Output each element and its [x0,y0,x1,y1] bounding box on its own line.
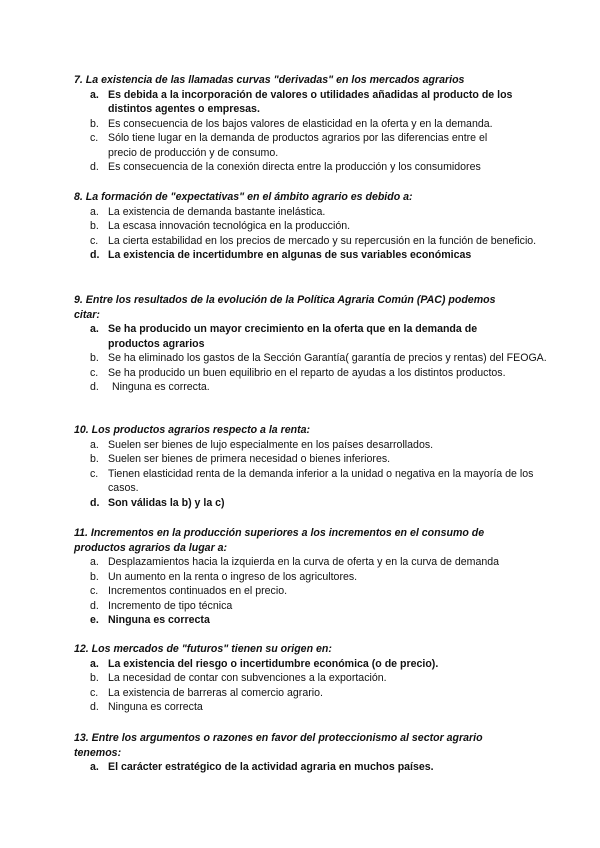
option-letter: c. [90,467,99,480]
answer-option [74,555,524,570]
option-text: Es consecuencia de la conexión directa entre la producción y los consumidores [108,161,481,174]
answer-option [74,613,524,628]
option-text: La cierta estabilidad en los precios de mercado y su repercusión en la función de beneficio. [108,234,537,247]
option-text: La necesidad de contar con subvenciones a la exportación. [108,672,387,685]
option-letter: d. [90,249,100,262]
option-letter: a. [90,438,99,451]
option-text: Sólo tiene lugar en la demanda de productos agrarios por las diferencias entre el precio de producción y de consumo. [108,132,488,159]
option-text: Desplazamientos hacia la izquierda en la curva de oferta y en la curva de demanda [108,556,500,568]
option-letter: c. [90,366,99,379]
option-letter: c. [90,686,99,699]
option-text: Un aumento en la renta o ingreso de los agricultores. [108,570,358,583]
option-letter: c. [90,585,99,598]
option-text: El carácter estratégico de la actividad agraria en muchos países. [108,761,434,773]
option-letter: b. [90,570,99,583]
question-title: 7. La existencia de las llamadas curvas "derivadas" en los mercados agrarios [74,74,465,86]
option-letter: a. [90,88,99,101]
option-letter: c. [90,234,99,247]
question-7 [74,73,524,175]
answer-option [74,366,524,381]
answer-option [74,205,524,220]
option-letter: b. [90,453,99,466]
answer-option [74,117,524,132]
option-letter: b. [90,220,99,233]
option-text: Ninguna es correcta [108,614,210,627]
answer-option [74,219,524,234]
option-letter: d. [90,496,100,509]
option-text: Es consecuencia de los bajos valores de elasticidad en la oferta y en la demanda. [108,117,493,130]
answer-option [74,322,528,351]
question-8 [74,190,537,263]
answer-option [74,88,526,117]
option-text: Tienen elasticidad renta de la demanda inferior a la unidad o negativa en la mayoría de los casos. [108,467,534,495]
option-text: Ninguna es correcta. [112,381,210,394]
answer-option [74,570,524,585]
option-text: La existencia de demanda bastante inelástica. [108,205,326,218]
answer-option [74,760,524,775]
option-text: Se ha eliminado los gastos de la Sección Garantía( garantía de precios y rentas) del FEOGA. [108,352,547,365]
answer-option [74,496,524,511]
answer-option [74,700,524,715]
option-letter: a. [90,205,99,218]
option-text: Son válidas la b) y la c) [108,496,225,509]
question-12 [74,642,524,715]
answer-option [74,234,548,249]
question-13 [74,731,524,775]
option-letter: a. [90,761,99,773]
option-text: Se ha producido un mayor crecimiento en la oferta que en la demanda de productos agrarios [108,323,478,350]
option-letter: e. [90,614,99,627]
option-letter: a. [90,556,99,568]
question-9 [74,293,547,395]
answer-option [74,131,518,160]
question-title: 13. Entre los argumentos o razones en favor del proteccionismo al sector agrario tenemos: [74,732,483,759]
answer-option [74,160,524,175]
question-title: 10. Los productos agrarios respecto a la renta: [74,424,311,436]
answer-option [74,438,524,453]
answer-option [74,380,524,395]
option-letter: b. [90,352,99,365]
option-letter: a. [90,657,99,670]
option-text: Suelen ser bienes de primera necesidad o bienes inferiores. [108,453,391,466]
question-title: 8. La formación de "expectativas" en el ámbito agrario es debido a: [74,191,413,203]
option-text: La existencia de barreras al comercio agrario. [108,686,323,699]
question-title: 9. Entre los resultados de la evolución de la Política Agraria Común (PAC) podemos citar: [74,294,496,321]
option-text: Es debida a la incorporación de valores o utilidades añadidas al producto de los distintos agentes o empresas. [108,88,513,116]
question-title: 11. Incrementos en la producción superiores a los incrementos en el consumo de productos agrarios da lugar a: [74,527,485,554]
answer-option [74,686,524,701]
option-text: La escasa innovación tecnológica en la producción. [108,220,351,233]
option-letter: d. [90,701,99,714]
answer-option [74,584,524,599]
option-text: Se ha producido un buen equilibrio en el reparto de ayudas a los distintos productos. [108,366,506,379]
option-letter: c. [90,132,99,145]
option-text: Ninguna es correcta [108,701,203,714]
answer-option [74,599,524,614]
option-text: La existencia de incertidumbre en algunas de sus variables económicas [108,249,472,262]
answer-option [74,671,524,686]
option-text: Incremento de tipo técnica [108,599,233,612]
option-text: Suelen ser bienes de lujo especialmente en los países desarrollados. [108,438,434,451]
question-title: 12. Los mercados de "futuros" tienen su origen en: [74,643,332,655]
answer-option [74,248,524,263]
option-letter: d. [90,599,99,612]
question-10 [74,423,534,510]
option-letter: b. [90,117,99,130]
option-letter: b. [90,672,99,685]
answer-option [74,657,524,672]
question-11 [74,526,524,628]
answer-option [74,351,558,366]
option-text: Incrementos continuados en el precio. [108,585,288,598]
option-letter: d. [90,161,99,174]
answer-option [74,467,560,496]
option-text: La existencia del riesgo o incertidumbre económica (o de precio). [108,657,439,670]
answer-option [74,452,524,467]
option-letter: d. [90,381,99,394]
option-letter: a. [90,323,99,335]
